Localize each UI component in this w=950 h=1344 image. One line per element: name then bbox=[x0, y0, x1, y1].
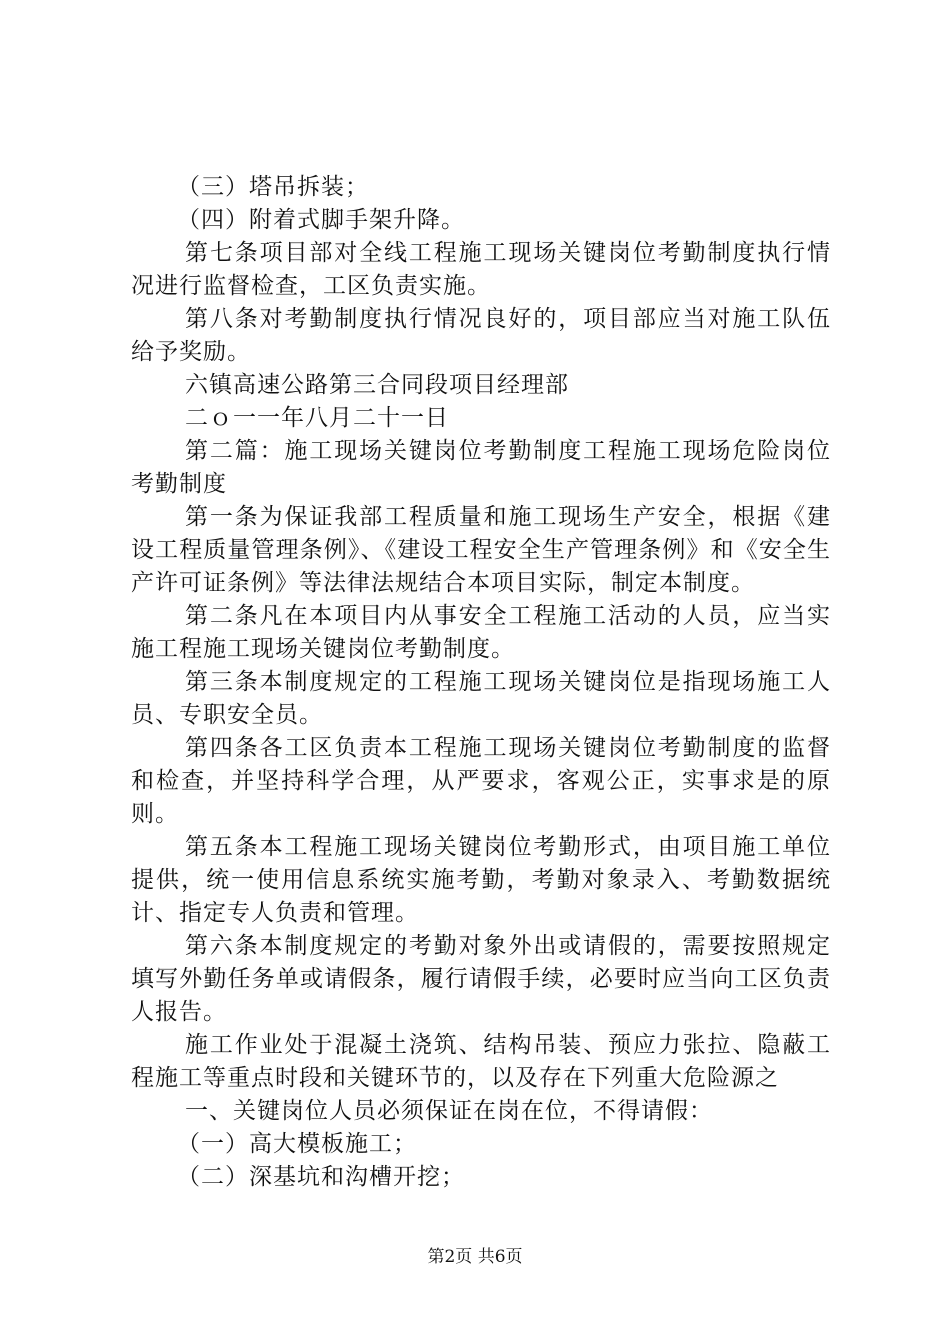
signature-organization: 六镇高速公路第三合同段项目经理部 bbox=[185, 372, 569, 398]
signature-date: 二ｏ一一年八月二十一日 bbox=[185, 405, 449, 431]
paragraph: 第一条为保证我部工程质量和施工现场生产安全，根据《建设工程质量管理条例》、《建设工程安全生产管理条例》和《安全生产许可证条例》等法律法规结合本项目实际，制定本制度。 bbox=[131, 504, 831, 596]
section-heading: 第二篇：施工现场关键岗位考勤制度工程施工现场危险岗位考勤制度 bbox=[131, 438, 831, 497]
paragraph: （四）附着式脚手架升降。 bbox=[177, 207, 465, 233]
paragraph: （二）深基坑和沟槽开挖； bbox=[177, 1164, 465, 1190]
paragraph: 第七条项目部对全线工程施工现场关键岗位考勤制度执行情况进行监督检查，工区负责实施。 bbox=[131, 240, 831, 299]
page-footer: 第2页 共6页 bbox=[427, 1247, 523, 1267]
document-body bbox=[131, 171, 831, 1194]
paragraph: （三）塔吊拆装； bbox=[177, 174, 369, 200]
paragraph: （一）高大模板施工； bbox=[177, 1131, 417, 1157]
paragraph: 第八条对考勤制度执行情况良好的，项目部应当对施工队伍给予奖励。 bbox=[131, 306, 831, 365]
paragraph: 一、关键岗位人员必须保证在岗在位，不得请假： bbox=[185, 1098, 713, 1124]
paragraph: 第五条本工程施工现场关键岗位考勤形式，由项目施工单位提供，统一使用信息系统实施考勤，考勤对象录入、考勤数据统计、指定专人负责和管理。 bbox=[131, 834, 831, 926]
paragraph: 第四条各工区负责本工程施工现场关键岗位考勤制度的监督和检查，并坚持科学合理，从严要求，客观公正，实事求是的原则。 bbox=[131, 735, 831, 827]
paragraph: 施工作业处于混凝土浇筑、结构吊装、预应力张拉、隐蔽工程施工等重点时段和关键环节的，以及存在下列重大危险源之 bbox=[131, 1032, 831, 1091]
paragraph: 第三条本制度规定的工程施工现场关键岗位是指现场施工人员、专职安全员。 bbox=[131, 669, 831, 728]
paragraph: 第六条本制度规定的考勤对象外出或请假的，需要按照规定填写外勤任务单或请假条，履行请假手续，必要时应当向工区负责人报告。 bbox=[131, 933, 831, 1025]
paragraph: 第二条凡在本项目内从事安全工程施工活动的人员，应当实施工程施工现场关键岗位考勤制度。 bbox=[131, 603, 831, 662]
